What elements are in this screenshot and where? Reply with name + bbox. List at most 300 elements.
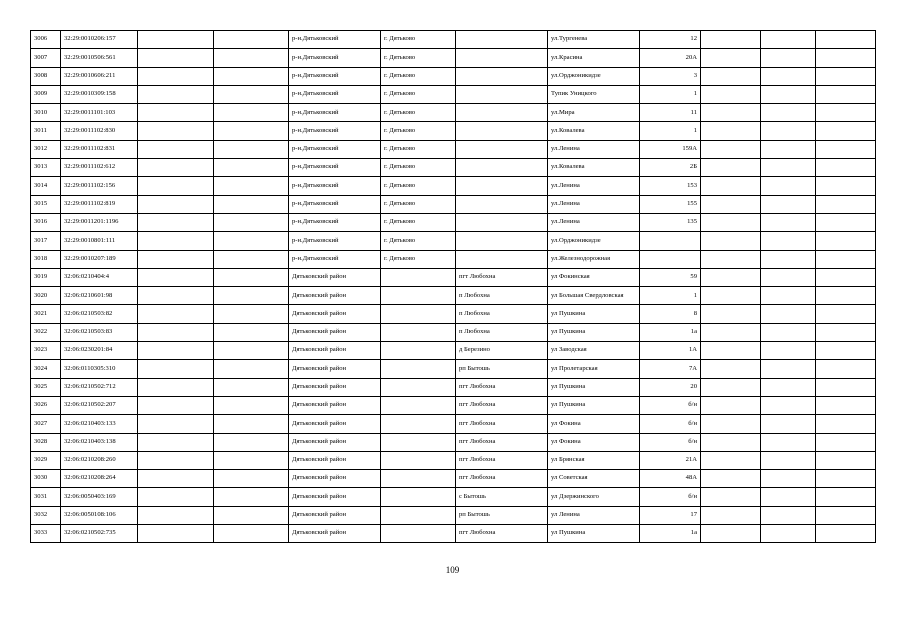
house-number-cell: 59 xyxy=(640,268,701,286)
settlement-cell: пгт Любохна xyxy=(456,451,548,469)
street-cell: ул Фокина xyxy=(548,433,640,451)
settlement-cell xyxy=(456,177,548,195)
street-cell: ул.Ленина xyxy=(548,213,640,231)
settlement-cell xyxy=(456,122,548,140)
row-number-cell: 3006 xyxy=(31,31,61,49)
district-cell: Дятьковский район xyxy=(289,488,381,506)
empty-cell xyxy=(138,415,214,433)
settlement-cell xyxy=(456,31,548,49)
table-row xyxy=(31,159,876,177)
district-cell: р-н.Дятьковский xyxy=(289,49,381,67)
empty-cell xyxy=(816,506,876,524)
empty-cell xyxy=(701,177,761,195)
table-row xyxy=(31,415,876,433)
empty-cell xyxy=(761,525,816,543)
row-number-cell: 3029 xyxy=(31,451,61,469)
empty-cell xyxy=(214,525,289,543)
row-number-cell: 3012 xyxy=(31,140,61,158)
empty-cell xyxy=(761,195,816,213)
house-number-cell: 2Б xyxy=(640,159,701,177)
settlement-cell xyxy=(456,85,548,103)
street-cell: ул Пушкина xyxy=(548,378,640,396)
district-cell: Дятьковский район xyxy=(289,396,381,414)
empty-cell xyxy=(816,195,876,213)
empty-cell xyxy=(138,433,214,451)
district-cell: Дятьковский район xyxy=(289,323,381,341)
table-row xyxy=(31,342,876,360)
city-cell xyxy=(381,323,456,341)
empty-cell xyxy=(138,49,214,67)
cadastral-number-cell: 32:29:0010207:189 xyxy=(61,250,138,268)
empty-cell xyxy=(214,378,289,396)
district-cell: Дятьковский район xyxy=(289,360,381,378)
district-cell: р-н.Дятьковский xyxy=(289,140,381,158)
empty-cell xyxy=(761,213,816,231)
city-cell xyxy=(381,396,456,414)
empty-cell xyxy=(816,415,876,433)
empty-cell xyxy=(138,67,214,85)
empty-cell xyxy=(214,177,289,195)
house-number-cell: 1А xyxy=(640,342,701,360)
empty-cell xyxy=(138,305,214,323)
empty-cell xyxy=(138,396,214,414)
empty-cell xyxy=(214,323,289,341)
city-cell xyxy=(381,451,456,469)
cadastral-number-cell: 32:29:0010506:561 xyxy=(61,49,138,67)
house-number-cell: 1а xyxy=(640,323,701,341)
empty-cell xyxy=(761,305,816,323)
empty-cell xyxy=(138,525,214,543)
empty-cell xyxy=(138,488,214,506)
empty-cell xyxy=(701,104,761,122)
empty-cell xyxy=(701,232,761,250)
empty-cell xyxy=(214,268,289,286)
empty-cell xyxy=(761,506,816,524)
house-number-cell: 20 xyxy=(640,378,701,396)
city-cell xyxy=(381,342,456,360)
empty-cell xyxy=(138,122,214,140)
district-cell: Дятьковский район xyxy=(289,506,381,524)
cadastral-number-cell: 32:29:0010206:157 xyxy=(61,31,138,49)
row-number-cell: 3007 xyxy=(31,49,61,67)
empty-cell xyxy=(214,342,289,360)
district-cell: Дятьковский район xyxy=(289,433,381,451)
table-row xyxy=(31,268,876,286)
empty-cell xyxy=(761,433,816,451)
empty-cell xyxy=(761,49,816,67)
city-cell xyxy=(381,268,456,286)
street-cell: ул.Железнодорожная xyxy=(548,250,640,268)
empty-cell xyxy=(214,360,289,378)
empty-cell xyxy=(761,104,816,122)
empty-cell xyxy=(701,268,761,286)
row-number-cell: 3016 xyxy=(31,213,61,231)
street-cell: ул Пушкина xyxy=(548,305,640,323)
empty-cell xyxy=(214,415,289,433)
row-number-cell: 3014 xyxy=(31,177,61,195)
house-number-cell: 1а xyxy=(640,525,701,543)
empty-cell xyxy=(138,232,214,250)
house-number-cell: 135 xyxy=(640,213,701,231)
empty-cell xyxy=(701,140,761,158)
empty-cell xyxy=(214,213,289,231)
empty-cell xyxy=(816,268,876,286)
empty-cell xyxy=(761,177,816,195)
empty-cell xyxy=(701,31,761,49)
cadastral-number-cell: 32:29:0011102:819 xyxy=(61,195,138,213)
empty-cell xyxy=(701,360,761,378)
district-cell: Дятьковский район xyxy=(289,268,381,286)
city-cell xyxy=(381,305,456,323)
cadastral-number-cell: 32:06:0050403:169 xyxy=(61,488,138,506)
table-row xyxy=(31,305,876,323)
row-number-cell: 3011 xyxy=(31,122,61,140)
street-cell: ул Большая Свердловская xyxy=(548,287,640,305)
empty-cell xyxy=(138,31,214,49)
empty-cell xyxy=(214,250,289,268)
empty-cell xyxy=(138,342,214,360)
city-cell: г. Дятьково xyxy=(381,140,456,158)
settlement-cell: пгт Любохна xyxy=(456,268,548,286)
empty-cell xyxy=(816,360,876,378)
house-number-cell: 11 xyxy=(640,104,701,122)
empty-cell xyxy=(701,415,761,433)
district-cell: Дятьковский район xyxy=(289,415,381,433)
row-number-cell: 3022 xyxy=(31,323,61,341)
table-row xyxy=(31,49,876,67)
house-number-cell: 1 xyxy=(640,85,701,103)
empty-cell xyxy=(138,104,214,122)
empty-cell xyxy=(701,122,761,140)
house-number-cell: 153 xyxy=(640,177,701,195)
district-cell: Дятьковский район xyxy=(289,525,381,543)
city-cell: г. Дятьково xyxy=(381,213,456,231)
empty-cell xyxy=(214,31,289,49)
city-cell: г. Дятьково xyxy=(381,122,456,140)
empty-cell xyxy=(138,323,214,341)
city-cell xyxy=(381,287,456,305)
empty-cell xyxy=(761,396,816,414)
empty-cell xyxy=(214,122,289,140)
empty-cell xyxy=(701,67,761,85)
city-cell: г. Дятьково xyxy=(381,232,456,250)
table-row xyxy=(31,213,876,231)
empty-cell xyxy=(761,488,816,506)
table-row xyxy=(31,323,876,341)
empty-cell xyxy=(761,323,816,341)
empty-cell xyxy=(701,85,761,103)
table-row xyxy=(31,195,876,213)
settlement-cell: рп Бытошь xyxy=(456,506,548,524)
row-number-cell: 3030 xyxy=(31,470,61,488)
house-number-cell: б/н xyxy=(640,396,701,414)
cadastral-number-cell: 32:06:0210208:264 xyxy=(61,470,138,488)
city-cell xyxy=(381,506,456,524)
row-number-cell: 3017 xyxy=(31,232,61,250)
settlement-cell xyxy=(456,159,548,177)
row-number-cell: 3009 xyxy=(31,85,61,103)
empty-cell xyxy=(701,159,761,177)
house-number-cell: 12 xyxy=(640,31,701,49)
district-cell: р-н.Дятьковский xyxy=(289,159,381,177)
empty-cell xyxy=(138,360,214,378)
table-row xyxy=(31,85,876,103)
table-row xyxy=(31,378,876,396)
empty-cell xyxy=(816,488,876,506)
row-number-cell: 3008 xyxy=(31,67,61,85)
empty-cell xyxy=(816,470,876,488)
row-number-cell: 3027 xyxy=(31,415,61,433)
empty-cell xyxy=(138,177,214,195)
district-cell: Дятьковский район xyxy=(289,342,381,360)
empty-cell xyxy=(761,122,816,140)
empty-cell xyxy=(138,287,214,305)
street-cell: ул Дзержинского xyxy=(548,488,640,506)
settlement-cell: п Любохна xyxy=(456,287,548,305)
empty-cell xyxy=(138,213,214,231)
table-row xyxy=(31,433,876,451)
empty-cell xyxy=(701,305,761,323)
empty-cell xyxy=(816,177,876,195)
empty-cell xyxy=(816,49,876,67)
house-number-cell: 17 xyxy=(640,506,701,524)
street-cell: ул.Мира xyxy=(548,104,640,122)
empty-cell xyxy=(816,31,876,49)
empty-cell xyxy=(761,31,816,49)
empty-cell xyxy=(214,305,289,323)
district-cell: Дятьковский район xyxy=(289,470,381,488)
district-cell: р-н.Дятьковский xyxy=(289,232,381,250)
district-cell: р-н.Дятьковский xyxy=(289,177,381,195)
empty-cell xyxy=(701,451,761,469)
empty-cell xyxy=(138,451,214,469)
empty-cell xyxy=(761,378,816,396)
cadastral-number-cell: 32:06:0050108:106 xyxy=(61,506,138,524)
house-number-cell: 1 xyxy=(640,122,701,140)
city-cell xyxy=(381,378,456,396)
city-cell: г. Дятьково xyxy=(381,85,456,103)
row-number-cell: 3015 xyxy=(31,195,61,213)
row-number-cell: 3032 xyxy=(31,506,61,524)
empty-cell xyxy=(701,49,761,67)
street-cell: ул.Тургенева xyxy=(548,31,640,49)
settlement-cell: пгт Любохна xyxy=(456,525,548,543)
settlement-cell: рп Бытошь xyxy=(456,360,548,378)
city-cell: г. Дятьково xyxy=(381,159,456,177)
empty-cell xyxy=(138,268,214,286)
table-row xyxy=(31,67,876,85)
cadastral-number-cell: 32:29:0010801:111 xyxy=(61,232,138,250)
cadastral-number-cell: 32:06:0210208:260 xyxy=(61,451,138,469)
house-number-cell: 21А xyxy=(640,451,701,469)
empty-cell xyxy=(816,396,876,414)
street-cell: ул.Ленина xyxy=(548,195,640,213)
row-number-cell: 3010 xyxy=(31,104,61,122)
empty-cell xyxy=(816,525,876,543)
house-number-cell: б/н xyxy=(640,433,701,451)
district-cell: р-н.Дятьковский xyxy=(289,85,381,103)
settlement-cell xyxy=(456,250,548,268)
empty-cell xyxy=(701,525,761,543)
empty-cell xyxy=(816,323,876,341)
empty-cell xyxy=(701,396,761,414)
cadastral-number-cell: 32:06:0210403:138 xyxy=(61,433,138,451)
empty-cell xyxy=(701,342,761,360)
table-row xyxy=(31,470,876,488)
table-row xyxy=(31,104,876,122)
house-number-cell xyxy=(640,250,701,268)
street-cell: ул Пушкина xyxy=(548,525,640,543)
page-number: 109 xyxy=(445,565,460,575)
settlement-cell xyxy=(456,67,548,85)
row-number-cell: 3019 xyxy=(31,268,61,286)
settlement-cell: пгт Любохна xyxy=(456,433,548,451)
settlement-cell xyxy=(456,195,548,213)
table-row xyxy=(31,525,876,543)
empty-cell xyxy=(761,232,816,250)
district-cell: Дятьковский район xyxy=(289,378,381,396)
empty-cell xyxy=(214,433,289,451)
row-number-cell: 3026 xyxy=(31,396,61,414)
empty-cell xyxy=(701,250,761,268)
row-number-cell: 3031 xyxy=(31,488,61,506)
street-cell: ул.Ленина xyxy=(548,177,640,195)
street-cell: ул.Красина xyxy=(548,49,640,67)
empty-cell xyxy=(138,250,214,268)
empty-cell xyxy=(761,287,816,305)
cadastral-number-cell: 32:29:0011102:156 xyxy=(61,177,138,195)
empty-cell xyxy=(761,470,816,488)
empty-cell xyxy=(701,488,761,506)
settlement-cell: п Любохна xyxy=(456,305,548,323)
table-row xyxy=(31,177,876,195)
street-cell: ул.Ковалева xyxy=(548,159,640,177)
table-row xyxy=(31,451,876,469)
district-cell: Дятьковский район xyxy=(289,451,381,469)
cadastral-number-cell: 32:06:0110305:310 xyxy=(61,360,138,378)
table-row xyxy=(31,31,876,49)
street-cell: ул.Орджоникидзе xyxy=(548,232,640,250)
empty-cell xyxy=(701,213,761,231)
street-cell: ул Пролетарская xyxy=(548,360,640,378)
city-cell: г. Дятьково xyxy=(381,250,456,268)
empty-cell xyxy=(816,433,876,451)
empty-cell xyxy=(761,159,816,177)
table-row xyxy=(31,122,876,140)
street-cell: ул.Ковалева xyxy=(548,122,640,140)
house-number-cell: б/н xyxy=(640,488,701,506)
empty-cell xyxy=(761,250,816,268)
row-number-cell: 3021 xyxy=(31,305,61,323)
settlement-cell: пгт Любохна xyxy=(456,396,548,414)
empty-cell xyxy=(138,140,214,158)
empty-cell xyxy=(214,85,289,103)
empty-cell xyxy=(214,287,289,305)
cadastral-number-cell: 32:29:0010309:158 xyxy=(61,85,138,103)
street-cell: ул Советская xyxy=(548,470,640,488)
empty-cell xyxy=(138,195,214,213)
table-row xyxy=(31,287,876,305)
city-cell: г. Дятьково xyxy=(381,67,456,85)
empty-cell xyxy=(816,232,876,250)
cadastral-number-cell: 32:06:0230201:84 xyxy=(61,342,138,360)
cadastral-number-cell: 32:29:0011102:612 xyxy=(61,159,138,177)
empty-cell xyxy=(761,451,816,469)
empty-cell xyxy=(701,470,761,488)
house-number-cell: 8 xyxy=(640,305,701,323)
empty-cell xyxy=(701,323,761,341)
city-cell: г. Дятьково xyxy=(381,49,456,67)
street-cell: ул.Ленина xyxy=(548,140,640,158)
city-cell xyxy=(381,525,456,543)
empty-cell xyxy=(701,433,761,451)
street-cell: Тупик Уницкого xyxy=(548,85,640,103)
empty-cell xyxy=(816,159,876,177)
settlement-cell xyxy=(456,49,548,67)
district-cell: р-н.Дятьковский xyxy=(289,31,381,49)
empty-cell xyxy=(138,85,214,103)
district-cell: Дятьковский район xyxy=(289,287,381,305)
row-number-cell: 3024 xyxy=(31,360,61,378)
house-number-cell: 155 xyxy=(640,195,701,213)
empty-cell xyxy=(761,85,816,103)
empty-cell xyxy=(816,305,876,323)
house-number-cell: б/н xyxy=(640,415,701,433)
empty-cell xyxy=(816,250,876,268)
settlement-cell xyxy=(456,232,548,250)
cadastral-number-cell: 32:29:0010606:211 xyxy=(61,67,138,85)
empty-cell xyxy=(816,287,876,305)
empty-cell xyxy=(701,195,761,213)
cadastral-number-cell: 32:06:0210503:83 xyxy=(61,323,138,341)
city-cell: г. Дятьково xyxy=(381,31,456,49)
registry-table-body xyxy=(31,31,876,543)
district-cell: Дятьковский район xyxy=(289,305,381,323)
house-number-cell: 159А xyxy=(640,140,701,158)
empty-cell xyxy=(761,140,816,158)
district-cell: р-н.Дятьковский xyxy=(289,213,381,231)
settlement-cell: п Любохна xyxy=(456,323,548,341)
settlement-cell: пгт Любохна xyxy=(456,415,548,433)
street-cell: ул Пушкина xyxy=(548,323,640,341)
settlement-cell: с Бытошь xyxy=(456,488,548,506)
empty-cell xyxy=(138,506,214,524)
house-number-cell: 48А xyxy=(640,470,701,488)
empty-cell xyxy=(701,378,761,396)
empty-cell xyxy=(214,159,289,177)
table-row xyxy=(31,488,876,506)
empty-cell xyxy=(701,287,761,305)
empty-cell xyxy=(761,415,816,433)
row-number-cell: 3018 xyxy=(31,250,61,268)
empty-cell xyxy=(214,451,289,469)
empty-cell xyxy=(214,195,289,213)
empty-cell xyxy=(214,488,289,506)
property-registry-table xyxy=(30,30,876,543)
empty-cell xyxy=(761,67,816,85)
empty-cell xyxy=(138,378,214,396)
cadastral-number-cell: 32:06:0210502:207 xyxy=(61,396,138,414)
street-cell: ул.Орджоникидзе xyxy=(548,67,640,85)
empty-cell xyxy=(214,104,289,122)
city-cell xyxy=(381,360,456,378)
city-cell: г. Дятьково xyxy=(381,177,456,195)
empty-cell xyxy=(816,451,876,469)
house-number-cell: 7А xyxy=(640,360,701,378)
street-cell: ул Заводская xyxy=(548,342,640,360)
city-cell xyxy=(381,488,456,506)
house-number-cell: 20А xyxy=(640,49,701,67)
